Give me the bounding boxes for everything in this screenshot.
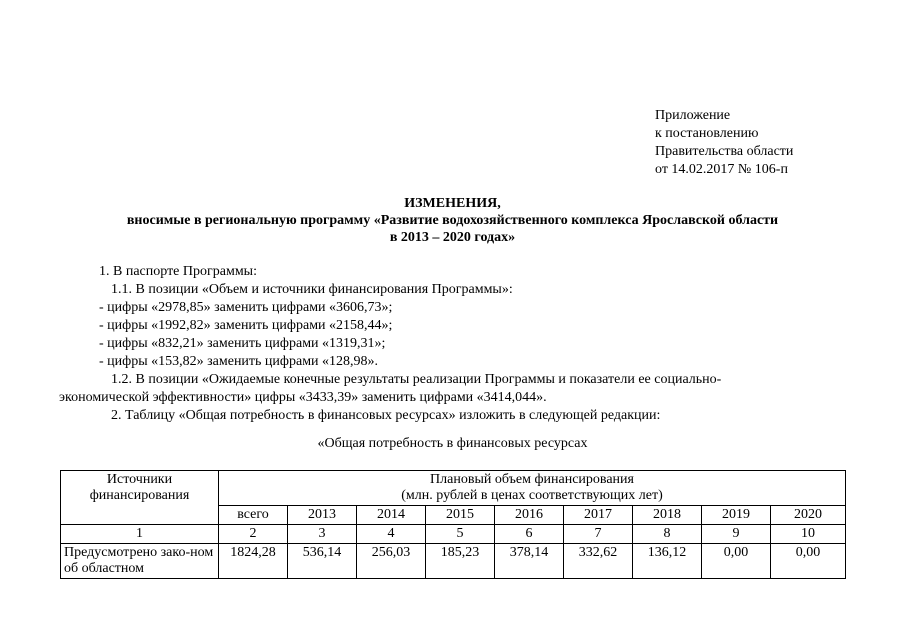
- col-header-year: 2015: [426, 506, 495, 525]
- col-header-year: 2018: [633, 506, 702, 525]
- replacement-item: - цифры «832,21» заменить цифрами «1319,31»;: [99, 336, 386, 351]
- column-number: 8: [633, 525, 702, 544]
- column-number: 1: [61, 525, 219, 544]
- group-header-unit: (млн. рублей в ценах соответствующих лет): [401, 488, 663, 503]
- paragraph-1-1: 1.1. В позиции «Объем и источники финансирования Программы»:: [111, 282, 513, 297]
- table-cell: 332,62: [564, 544, 633, 579]
- column-number: 10: [771, 525, 846, 544]
- col-header-year: 2014: [357, 506, 426, 525]
- table-cell: 256,03: [357, 544, 426, 579]
- table-cell: 185,23: [426, 544, 495, 579]
- col-header-source: Источники финансирования: [61, 471, 219, 525]
- table-cell: 0,00: [702, 544, 771, 579]
- replacement-item: - цифры «1992,82» заменить цифрами «2158,44»;: [99, 318, 393, 333]
- replacement-item: - цифры «153,82» заменить цифрами «128,98».: [99, 354, 379, 369]
- paragraph-1-2-continuation: экономической эффективности» цифры «3433,39» заменить цифрами «3414,044».: [59, 390, 547, 405]
- replacement-item: - цифры «2978,85» заменить цифрами «3606,73»;: [99, 300, 393, 315]
- col-header-year: 2013: [288, 506, 357, 525]
- approval-line: Приложение: [655, 108, 731, 123]
- table-cell: 136,12: [633, 544, 702, 579]
- document-heading: [60, 195, 845, 246]
- financing-table: [60, 470, 846, 579]
- column-number: 6: [495, 525, 564, 544]
- column-number: 9: [702, 525, 771, 544]
- col-header-year: 2020: [771, 506, 846, 525]
- table-cell: 536,14: [288, 544, 357, 579]
- table-cell: 0,00: [771, 544, 846, 579]
- col-header-year: 2019: [702, 506, 771, 525]
- col-header-total: всего: [219, 506, 288, 525]
- table-header-row: [61, 471, 846, 506]
- approval-line: к постановлению: [655, 126, 759, 141]
- col-header-year: 2017: [564, 506, 633, 525]
- document-body: [59, 263, 846, 425]
- column-number-row: [61, 525, 846, 544]
- paragraph-1: 1. В паспорте Программы:: [99, 264, 257, 279]
- table-row: [61, 544, 846, 579]
- heading-subtitle: вносимые в региональную программу «Развитие водохозяйственного комплекса Ярославской области: [126, 213, 779, 228]
- table-title: «Общая потребность в финансовых ресурсах: [317, 436, 588, 451]
- approval-date-number: от 14.02.2017 № 106-п: [655, 162, 788, 177]
- group-header-line: Плановый объем финансирования: [430, 472, 634, 487]
- col-header-year: 2016: [495, 506, 564, 525]
- paragraph-2: 2. Таблицу «Общая потребность в финансовых ресурсах» изложить в следующей редакции:: [111, 408, 661, 423]
- column-number: 2: [219, 525, 288, 544]
- approval-stamp: [655, 107, 793, 179]
- paragraph-1-2: 1.2. В позиции «Ожидаемые конечные результаты реализации Программы и показатели ее социально-: [111, 372, 722, 387]
- column-number: 7: [564, 525, 633, 544]
- column-number: 3: [288, 525, 357, 544]
- column-number: 5: [426, 525, 495, 544]
- heading-title: ИЗМЕНЕНИЯ,: [404, 196, 501, 211]
- row-source-name: Предусмотрено зако-ном об областном: [61, 544, 219, 579]
- column-number: 4: [357, 525, 426, 544]
- group-header-funding: [219, 471, 846, 506]
- approval-line: Правительства области: [655, 144, 794, 159]
- table-cell: 1824,28: [219, 544, 288, 579]
- table-cell: 378,14: [495, 544, 564, 579]
- heading-subtitle-period: в 2013 – 2020 годах»: [389, 230, 516, 245]
